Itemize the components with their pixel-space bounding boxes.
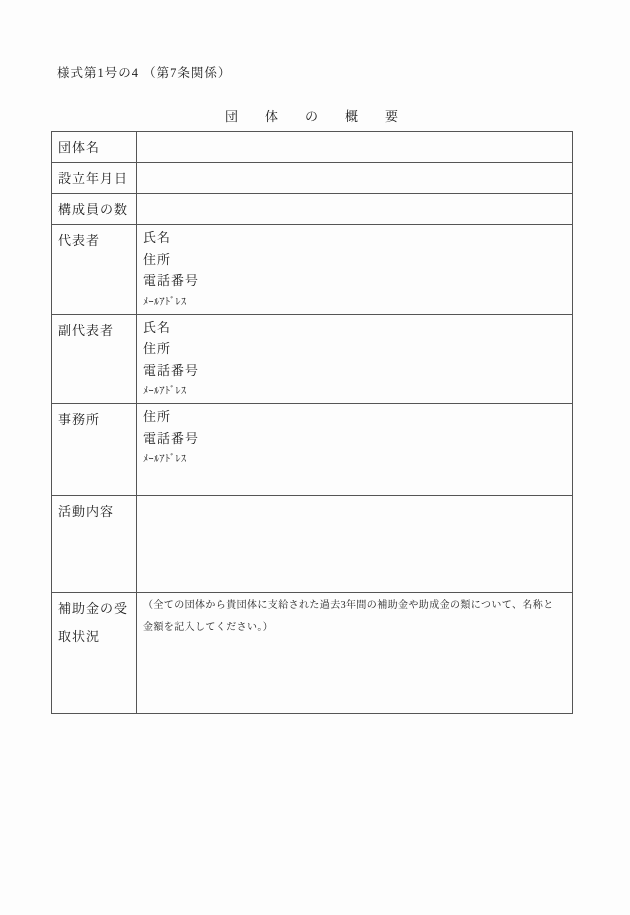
representative-email-label: ﾒｰﾙｱﾄﾞﾚｽ (143, 296, 187, 308)
field-representative (137, 225, 573, 315)
table-row (52, 225, 573, 315)
label-deputy-representative: 副代表者 (52, 314, 137, 404)
deputy-address-label: 住所 (143, 341, 172, 356)
representative-name-label: 氏名 (143, 230, 172, 245)
field-organization-name (137, 132, 573, 163)
label-subsidy-status: 補助金の受取状況 (52, 593, 137, 714)
field-activities (137, 496, 573, 593)
organization-overview-table (51, 131, 573, 714)
form-number: 様式第1号の4 （第7条関係） (57, 66, 232, 80)
representative-phone-label: 電話番号 (143, 273, 200, 288)
table-row (52, 314, 573, 404)
field-establishment-date (137, 163, 573, 194)
table-row (52, 593, 573, 714)
table-row (52, 163, 573, 194)
field-subsidy-status (137, 593, 573, 714)
label-office: 事務所 (52, 404, 137, 496)
subsidy-note-line-2: 金額を記入してください。） (143, 622, 274, 633)
deputy-phone-label: 電話番号 (143, 362, 200, 378)
deputy-email-label: ﾒｰﾙｱﾄﾞﾚｽ (143, 386, 187, 397)
table-row (52, 194, 573, 225)
field-office (137, 404, 573, 496)
label-establishment-date: 設立年月日 (52, 163, 137, 194)
label-organization-name: 団体名 (52, 132, 137, 163)
office-address-label: 住所 (143, 409, 172, 424)
field-deputy-representative (137, 314, 573, 404)
table-row (52, 496, 573, 593)
label-activities: 活動内容 (52, 496, 137, 593)
representative-address-label: 住所 (143, 251, 172, 267)
table-row (52, 132, 573, 163)
field-member-count (137, 194, 573, 225)
office-email-label: ﾒｰﾙｱﾄﾞﾚｽ (143, 454, 187, 465)
label-member-count: 構成員の数 (52, 194, 137, 225)
label-representative: 代表者 (52, 225, 137, 315)
office-phone-label: 電話番号 (143, 430, 200, 446)
subsidy-note-line-1: （全ての団体から貴団体に支給された過去3年間の補助金や助成金の類について、名称と (143, 600, 554, 611)
page-title: 団 体 の 概 要 (224, 109, 405, 124)
table-row (52, 404, 573, 496)
deputy-name-label: 氏名 (143, 319, 172, 335)
